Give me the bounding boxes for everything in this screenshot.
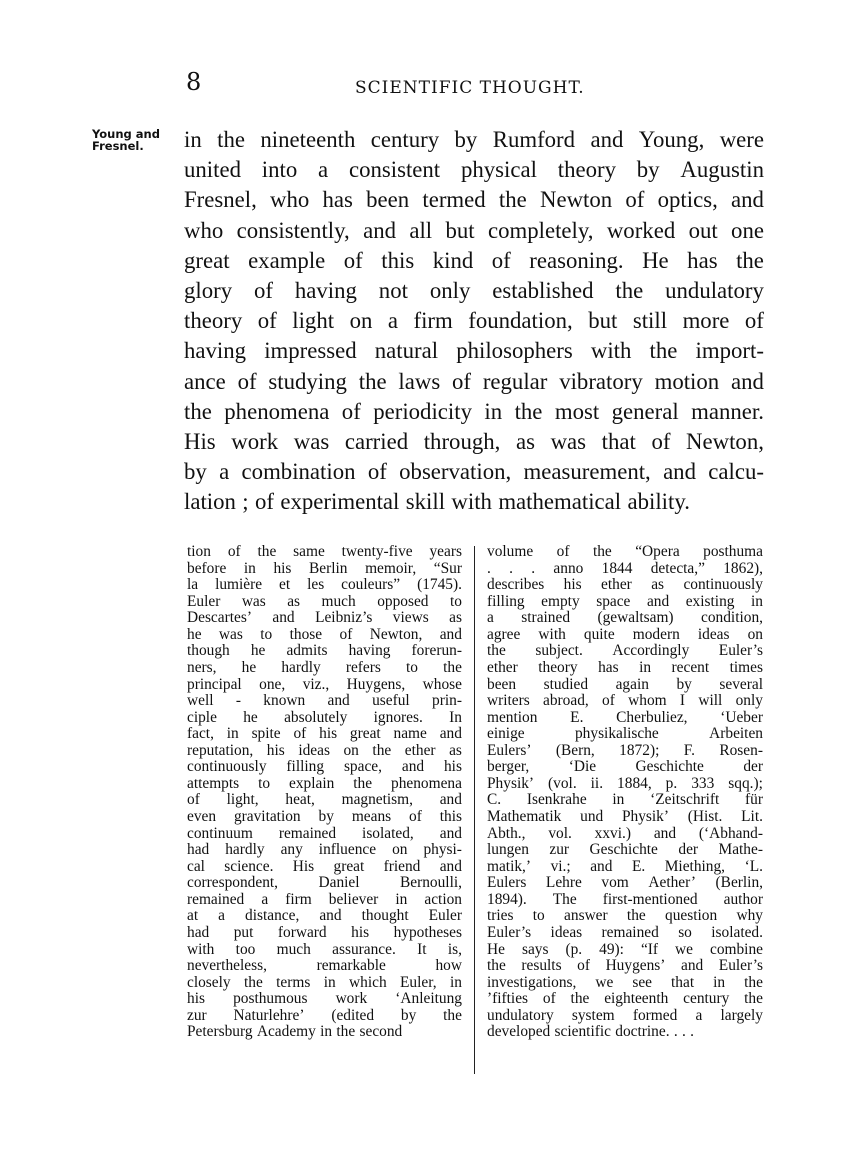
- column-divider: [474, 546, 475, 1074]
- footnote-line: developed scientific doctrine. . . .: [487, 1023, 695, 1041]
- margin-note-line: Young and: [92, 127, 160, 141]
- page-number: 8: [186, 68, 202, 96]
- footnote-line: Mathematik und Physik’ (Hist. Lit.: [487, 808, 763, 825]
- footnote-line: C. Isenkrahe in ‘Zeitschrift für: [487, 791, 763, 809]
- footnote-line: even gravitation by means of this: [187, 808, 462, 825]
- footnote-line: principal one, viz., Huygens, whose: [187, 675, 462, 693]
- footnote-line: ners, he hardly refers to the: [187, 658, 462, 676]
- footnote-line: Eulers’ (Bern, 1872); F. Rosen-: [487, 741, 763, 759]
- footnote-line: attempts to explain the phenomena: [187, 774, 462, 792]
- footnote-line: . . . anno 1844 detecta,” 1862),: [487, 559, 763, 577]
- body-line: united into a consistent physical theory by Augustin: [184, 157, 764, 183]
- footnote-line: he was to those of Newton, and: [187, 625, 462, 643]
- body-line: Fresnel, who has been termed the Newton of optics, and: [184, 187, 764, 213]
- footnote-line: berger, ‘Die Geschichte der: [487, 758, 763, 776]
- footnote-line: Descartes’ and Leibniz’s views as: [187, 609, 462, 627]
- footnote-line: reputation, his ideas on the ether as: [187, 741, 462, 759]
- footnote-line: zur Naturlehre’ (edited by the: [187, 1006, 462, 1024]
- footnote-line: continuum remained isolated, and: [187, 824, 462, 842]
- body-line: having impressed natural philosophers with the import-: [184, 338, 764, 364]
- footnote-line: tries to answer the question why: [487, 907, 763, 925]
- body-line: by a combination of observation, measurement, and calcu-: [184, 459, 764, 485]
- footnote-line: Euler was as much opposed to: [187, 592, 462, 610]
- footnote-line: Abth., vol. xxvi.) and (‘Abhand-: [487, 824, 763, 842]
- footnote-line: ether theory has in recent times: [487, 658, 763, 676]
- footnote-line: volume of the “Opera posthuma: [487, 543, 763, 560]
- footnote-line: remained a firm believer in action: [187, 890, 462, 908]
- footnote-line: correspondent, Daniel Bernoulli,: [187, 874, 462, 892]
- body-line: the phenomena of periodicity in the most general manner.: [184, 398, 764, 424]
- footnote-line: Eulers Lehre vom Aether’ (Berlin,: [487, 874, 763, 892]
- footnote-line: investigations, we see that in the: [487, 973, 763, 991]
- footnote-line: ciple he absolutely ignores. In: [187, 708, 462, 726]
- footnote-line: continuously filling space, and his: [187, 758, 462, 776]
- footnote-line: Euler’s ideas remained so isolated.: [487, 923, 763, 941]
- footnote-line: ’fifties of the eighteenth century the: [487, 990, 763, 1008]
- footnote-line: describes his ether as continuously: [487, 576, 763, 594]
- footnote-line: though he admits having forerun-: [187, 642, 462, 660]
- footnote-line: matik,’ vi.; and E. Miething, ‘L.: [487, 857, 763, 875]
- body-line: glory of having not only established the undulatory: [184, 277, 764, 303]
- footnote-line: He says (p. 49): “If we combine: [487, 940, 763, 958]
- footnote-line: at a distance, and thought Euler: [187, 907, 462, 925]
- footnote-line: had hardly any influence on physi-: [187, 841, 462, 859]
- main-text: [184, 125, 764, 517]
- footnote-line: cal science. His great friend and: [187, 857, 462, 875]
- footnote-line: before in his Berlin memoir, “Sur: [187, 559, 462, 577]
- footnote-line: the subject. Accordingly Euler’s: [487, 642, 763, 660]
- footnote-line: closely the terms in which Euler, in: [187, 973, 462, 991]
- footnote-line: lungen zur Geschichte der Mathe-: [487, 841, 763, 859]
- footnote-line: tion of the same twenty-five years: [187, 543, 462, 560]
- footnote-line: a strained (gewaltsam) condition,: [487, 609, 763, 627]
- footnote-line: well - known and useful prin-: [187, 692, 462, 710]
- footnote-line: nevertheless, remarkable how: [187, 957, 462, 975]
- footnote-line: einige physikalische Arbeiten: [487, 725, 763, 743]
- footnote-line: his posthumous work ‘Anleitung: [187, 990, 462, 1008]
- footnote-column-right: [487, 544, 763, 1041]
- footnote-line: filling empty space and existing in: [487, 592, 763, 610]
- body-line: in the nineteenth century by Rumford and Young, were: [184, 127, 764, 152]
- footnote-line: been studied again by several: [487, 675, 763, 693]
- footnote-line: agree with quite modern ideas on: [487, 625, 763, 643]
- body-line: great example of this kind of reasoning. He has the: [184, 247, 764, 273]
- footnote-line: mention E. Cherbuliez, ‘Ueber: [487, 708, 763, 726]
- body-line: His work was carried through, as was that of Newton,: [184, 428, 764, 454]
- footnote-line: writers abroad, of whom I will only: [487, 692, 763, 710]
- footnote-line: Petersburg Academy in the second: [187, 1023, 403, 1041]
- body-line: ance of studying the laws of regular vibratory motion and: [184, 368, 764, 394]
- footnote-line: la lumière et les couleurs” (1745).: [187, 576, 462, 594]
- margin-note-line: Fresnel.: [92, 139, 144, 153]
- body-line: theory of light on a firm foundation, but still more of: [184, 308, 764, 334]
- body-line: who consistently, and all but completely, worked out one: [184, 217, 764, 243]
- footnote-line: had put forward his hypotheses: [187, 923, 462, 941]
- footnote-line: of light, heat, magnetism, and: [187, 791, 462, 809]
- footnote-line: fact, in spite of his great name and: [187, 725, 462, 743]
- footnote-line: Physik’ (vol. ii. 1884, p. 333 sqq.);: [487, 774, 763, 792]
- footnote-line: 1894). The first-mentioned author: [487, 890, 763, 908]
- footnote-column-left: [187, 544, 462, 1041]
- margin-note: [92, 128, 172, 152]
- footnote-line: with too much assurance. It is,: [187, 940, 462, 958]
- footnote-line: the results of Huygens’ and Euler’s: [487, 957, 763, 975]
- body-line: lation ; of experimental skill with mathematical ability.: [184, 489, 690, 515]
- running-head: SCIENTIFIC THOUGHT.: [355, 78, 585, 98]
- footnote-line: undulatory system formed a largely: [487, 1006, 763, 1024]
